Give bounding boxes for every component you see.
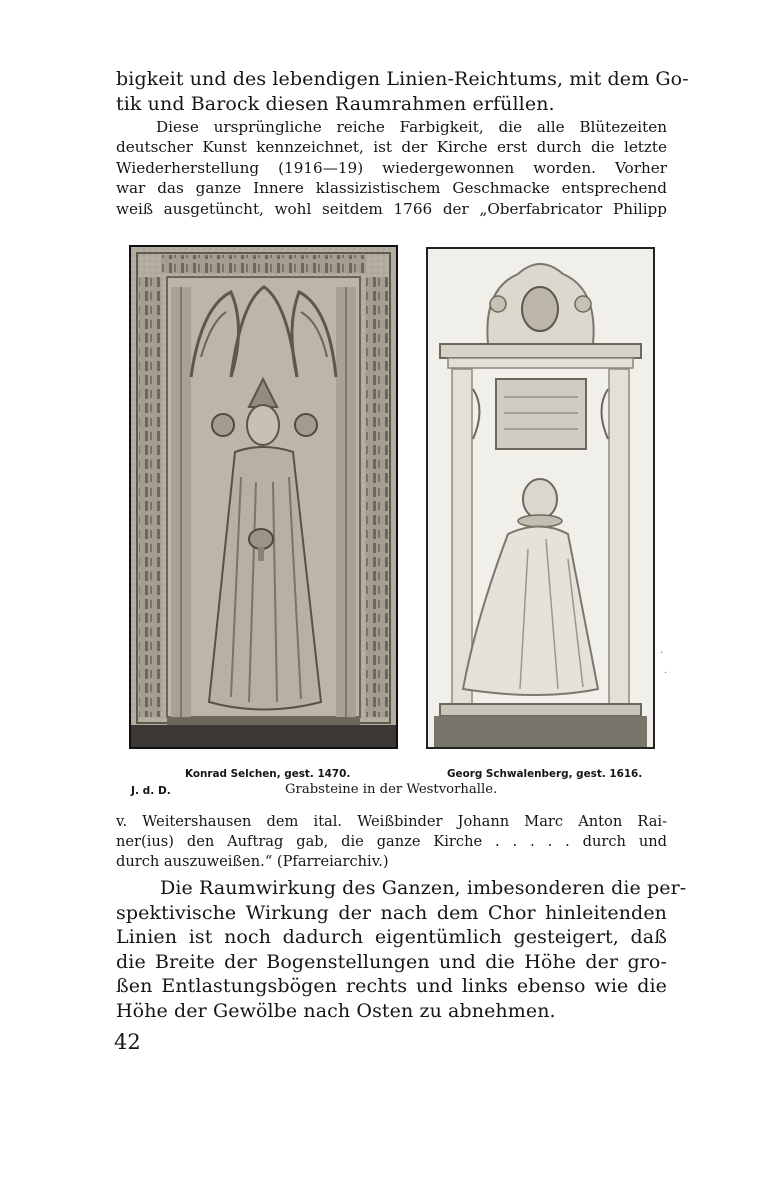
text-line: Linien ist noch dadurch eigentümlich gesteigert, daß (116, 926, 667, 949)
text-line: Höhe der Gewölbe nach Osten zu abnehmen. (116, 999, 556, 1022)
scan-speck: · (660, 648, 664, 659)
text-line: Die Raumwirkung des Ganzen, imbesonderen die per- (160, 877, 687, 899)
caption-left: Konrad Selchen, gest. 1470. (185, 768, 351, 780)
figure-title: Grabsteine in der Westvorhalle. (285, 782, 498, 797)
text-line: v. Weitershausen dem ital. Weißbinder Johann Marc Anton Rai- (116, 813, 667, 830)
intro-text (116, 67, 689, 116)
paragraph-large (116, 876, 687, 1024)
text-line: die Breite der Bogenstellungen und die Höhe der gro- (116, 950, 667, 973)
text-line: bigkeit und des lebendigen Linien-Reichtums, mit dem Go- (116, 68, 689, 90)
text-line: Diese ursprüngliche reiche Farbigkeit, die alle Blütezeiten (156, 118, 667, 136)
text-line: tik und Barock diesen Raumrahmen erfüllen. (116, 92, 555, 115)
paragraph-small-1 (116, 117, 667, 219)
scan-speck: · (664, 668, 668, 679)
text-line: durch auszuweißen.“ (Pfarreiarchiv.) (116, 853, 389, 870)
gothic-tombstone-icon (131, 247, 396, 747)
text-line: war das ganze Innere klassizistischem Geschmacke entsprechend (116, 179, 667, 198)
text-line: weiß ausgetüncht, wohl seitdem 1766 der „Oberfabricator Philipp (116, 199, 667, 218)
tombstone-selchen-image (129, 245, 398, 749)
text-line: spektivische Wirkung der nach dem Chor hinleitenden (116, 901, 667, 924)
text-line: Wiederherstellung (1916—19) wiedergewonnen worden. Vorher (116, 158, 667, 177)
text-line: ßen Entlastungsbögen rechts und links ebenso wie die (116, 975, 667, 998)
page-number: 42 (114, 1030, 141, 1054)
caption-right: Georg Schwalenberg, gest. 1616. (447, 768, 643, 780)
photo-credit: J. d. D. (131, 785, 171, 797)
text-line: ner(ius) den Auftrag gab, die ganze Kirche . . . . . durch und (116, 833, 667, 850)
epitaph-schwalenberg-image (426, 247, 655, 749)
text-line: deutscher Kunst kennzeichnet, ist der Kirche erst durch die letzte (116, 138, 667, 157)
paragraph-small-2 (116, 812, 667, 872)
baroque-epitaph-icon (428, 249, 653, 747)
